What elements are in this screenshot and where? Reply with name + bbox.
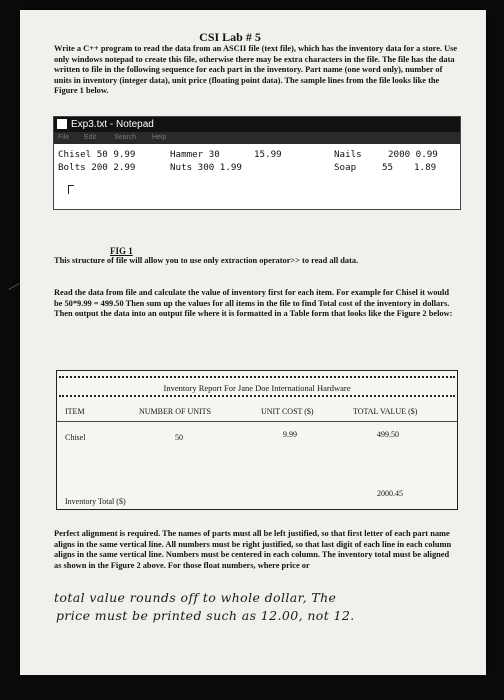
page-title: CSI Lab # 5 [199,30,261,44]
line1-chisel: Chisel 50 9.99 [58,149,136,160]
read-paragraph: Read the data from file and calculate the value of inventory first for each item. For example for Chisel it would be 50*9.99 = 499.50 Then sum up the values for all items in the file to find Total cost of the inventory in dollars. Then output the data into an output file where it is formatted in a Table form that looks like the Figure 2 below: [54,288,453,319]
inventory-total-label: Inventory Total ($) [65,497,126,506]
handwritten-line-2: price must be printed such as 12.00, not 12. [56,608,355,623]
dotted-rule-top [59,376,455,378]
notepad-icon [57,119,67,129]
report-title: Inventory Report For Jane Doe International Hardware [163,383,351,393]
line2-soap-units: 55 [382,162,394,173]
menu-help[interactable]: Help [152,134,167,141]
mouse-cursor-icon [68,185,74,194]
line1-hammer-price: 15.99 [254,149,282,160]
alignment-paragraph: Perfect alignment is required. The names of parts must all be left justified, so that first letter of each part name aligns in the same vertical line. All numbers must be right justified, so that last digit of each line in each column aligns in the same vertical line. Numbers must be centered in each column. The inventory total must be aligned as shown in the Figure 2 above. For those float numbers, where price or [54,529,452,570]
line1-nails-data: 2000 0.99 [388,149,438,160]
line2-nuts: Nuts 300 1.99 [170,162,242,173]
notepad-text-area[interactable] [58,148,456,198]
header-divider [57,421,457,422]
row-unit-cost: 9.99 [283,430,297,439]
header-item: ITEM [65,407,85,416]
line1-hammer: Hammer 30 [170,149,220,160]
header-total-value: TOTAL VALUE ($) [353,407,418,416]
inventory-total-value: 2000.45 [377,489,403,498]
row-units: 50 [175,433,183,442]
line2-bolts: Bolts 200 2.99 [58,162,136,173]
header-unit-cost: UNIT COST ($) [261,407,314,416]
intro-paragraph: Write a C++ program to read the data from an ASCII file (text file), which has the inventory data for a store. Use only windows notepad to create this file, otherwise there may be extra characters in the file. The file has the data written to file in the following sequence for each part in the inventory. Part name (one word only), number of units in inventory (integer data), unit price (floating point data). The sample lines from the file looks like the Figure 1 below. [54,44,458,96]
handwritten-line-1: total value rounds off to whole dollar, The [54,590,337,605]
line2-soap: Soap [334,162,357,173]
structure-paragraph: This structure of file will allow you to use only extraction operator>> to read all data. [54,256,359,265]
row-item: Chisel [65,433,86,442]
document-page [20,10,486,675]
notepad-window [53,116,461,210]
line1-nails: Nails [334,149,362,160]
notepad-title: Exp3.txt - Notepad [71,119,154,130]
notepad-menubar [54,132,460,144]
header-units: NUMBER OF UNITS [139,407,212,416]
notepad-titlebar [54,117,460,132]
menu-search[interactable]: Search [114,134,137,141]
row-total-value: 499.50 [377,430,399,439]
margin-mark [9,283,20,290]
line2-soap-price: 1.89 [414,162,437,173]
inventory-report-table [56,370,458,510]
dotted-rule-bottom [59,395,455,397]
menu-edit[interactable]: Edit [84,134,97,141]
menu-file[interactable]: File [58,134,70,141]
figure-1-label: FIG 1 [110,246,133,256]
